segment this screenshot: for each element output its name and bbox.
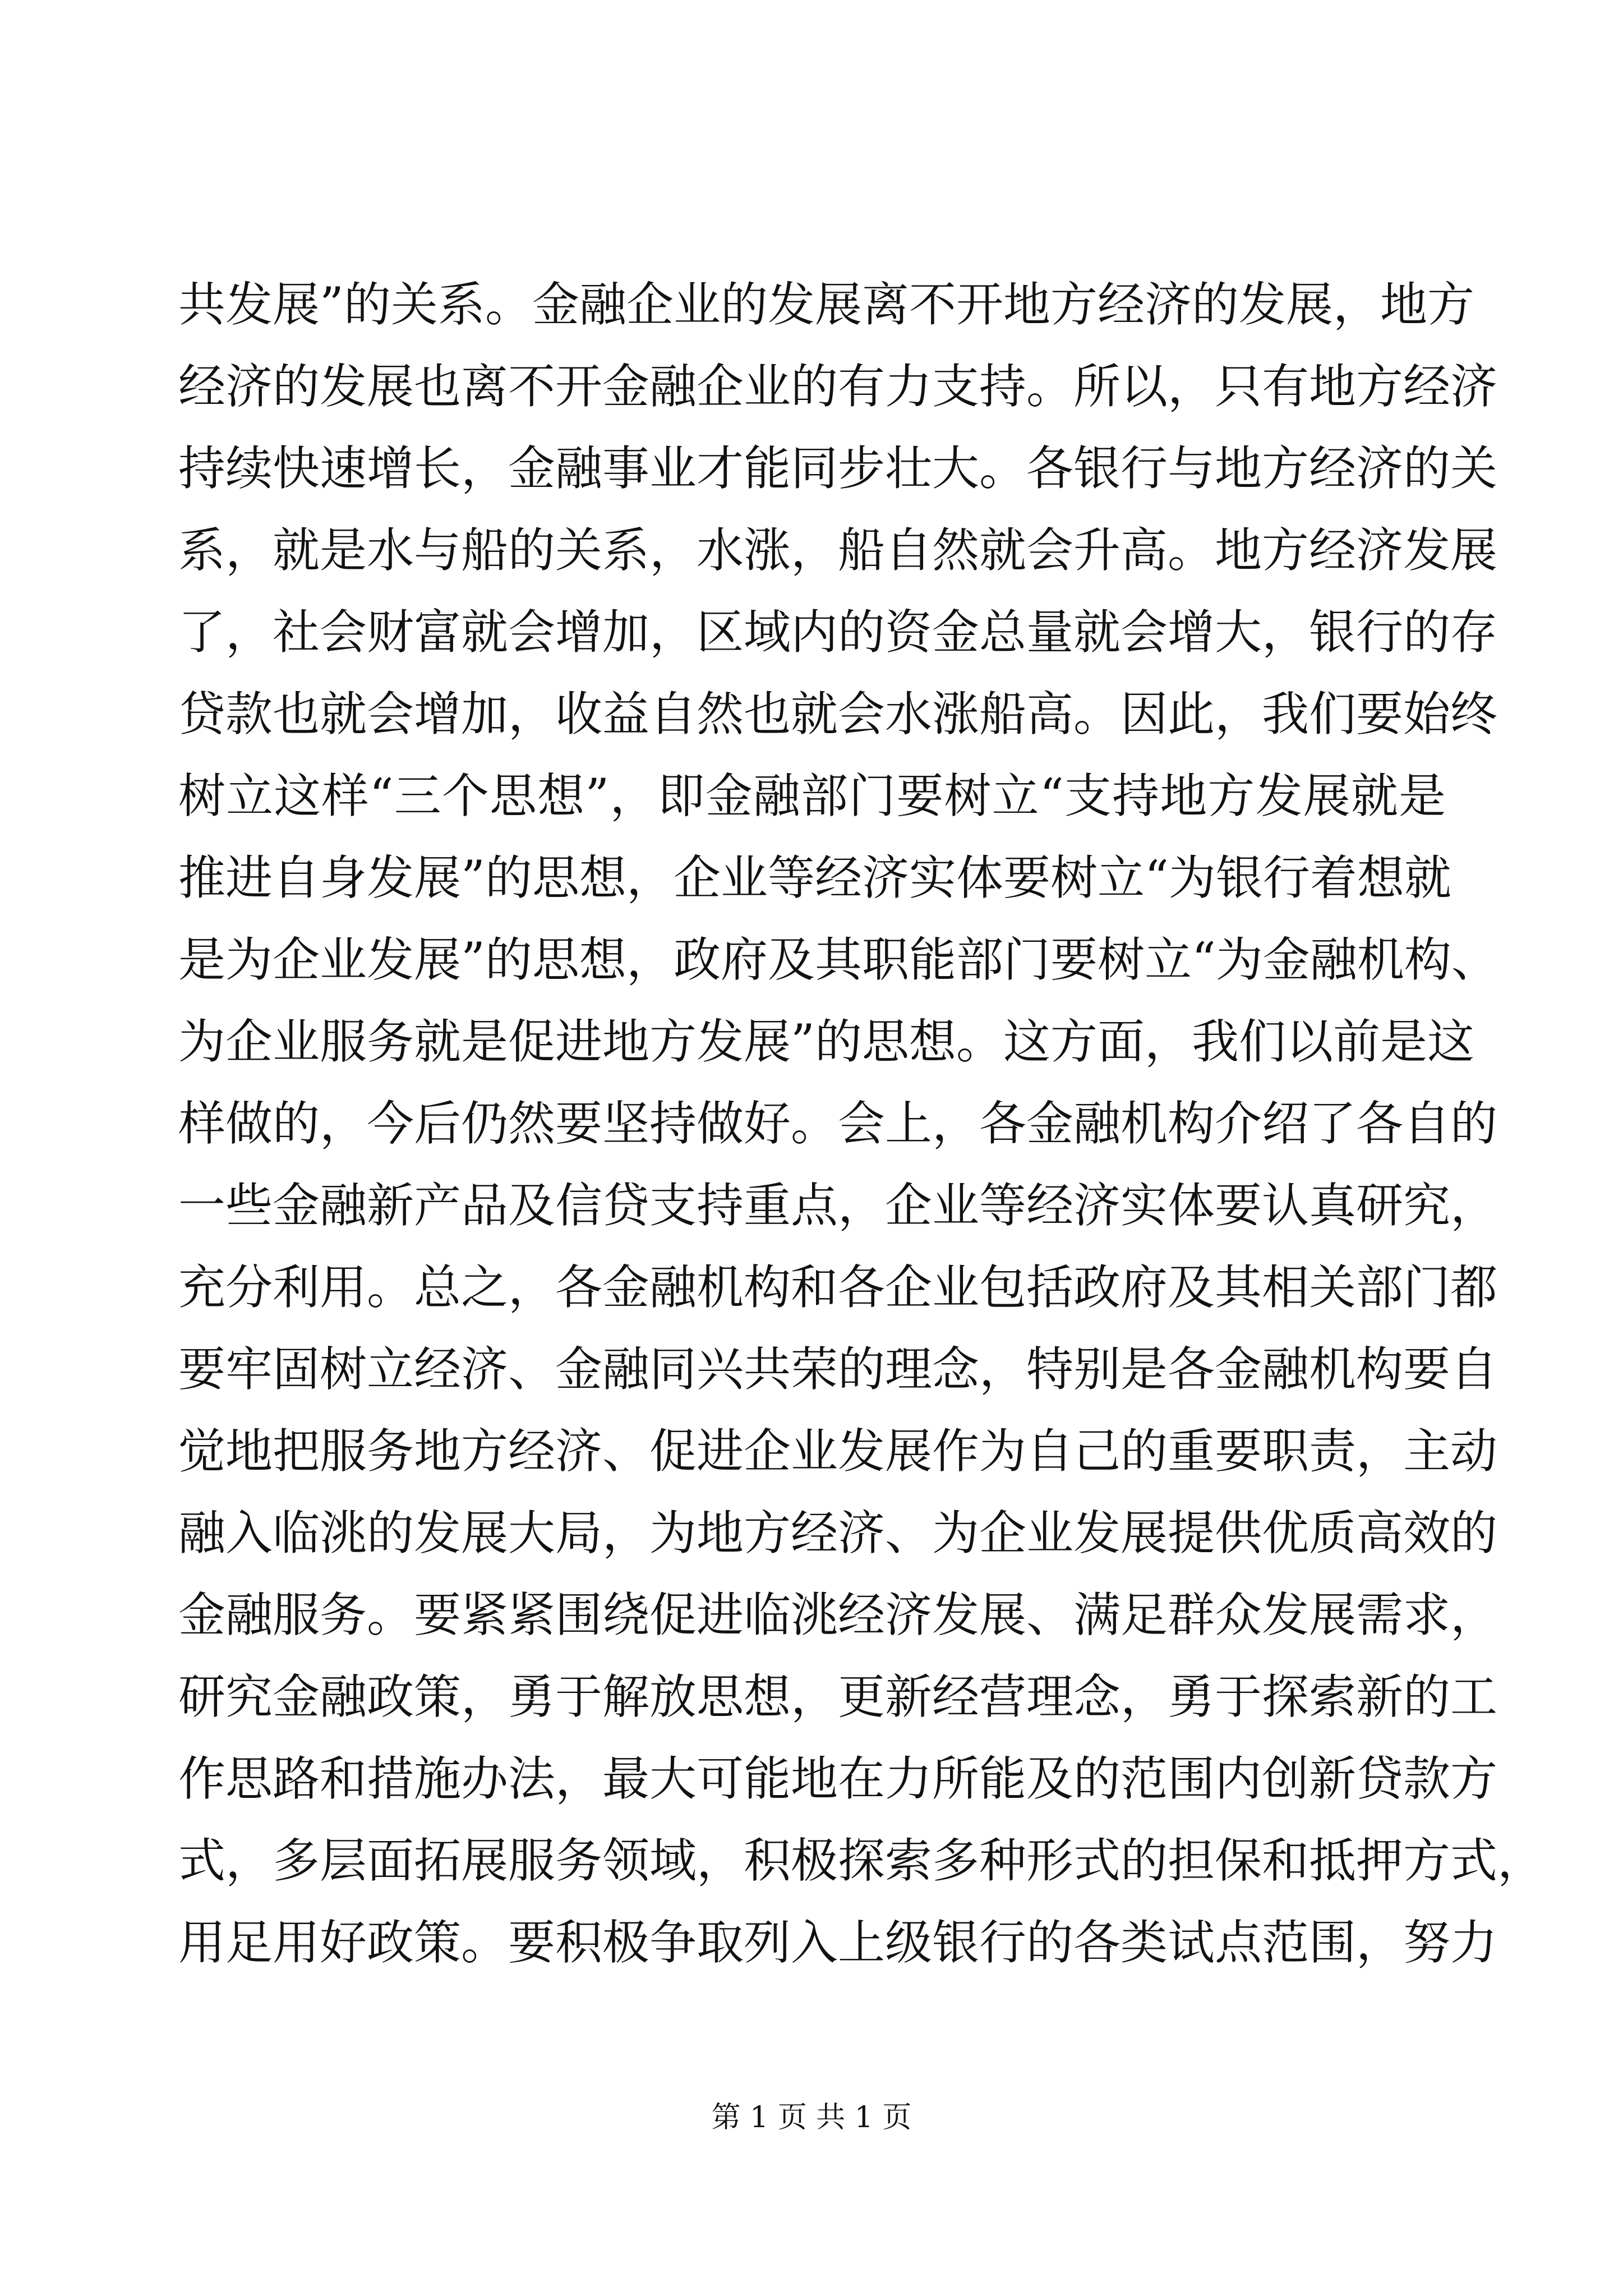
text-line: 经济的发展也离不开金融企业的有力支持。所以，只有地方经济 xyxy=(178,359,1498,414)
text-line: 树立这样“三个思想”，即金融部门要树立“支持地方发展就是 xyxy=(178,769,1446,823)
text-line: 觉地把服务地方经济、促进企业发展作为自己的重要职责，主动 xyxy=(178,1424,1498,1479)
text-line: 作思路和措施办法，最大可能地在力所能及的范围内创新贷款方 xyxy=(178,1751,1498,1806)
text-line: 持续快速增长，金融事业才能同步壮大。各银行与地方经济的关 xyxy=(178,441,1498,496)
text-line: 充分利用。总之，各金融机构和各企业包括政府及其相关部门都 xyxy=(178,1260,1498,1315)
text-line: 贷款也就会增加，收益自然也就会水涨船高。因此，我们要始终 xyxy=(178,687,1498,742)
text-line: 了，社会财富就会增加，区域内的资金总量就会增大，银行的存 xyxy=(178,605,1498,660)
body-text xyxy=(178,264,1545,1984)
text-line: 共发展”的关系。金融企业的发展离不开地方经济的发展，地方 xyxy=(178,277,1474,332)
text-line: 式，多层面拓展服务领域，积极探索多种形式的担保和抵押方式， xyxy=(178,1833,1545,1888)
text-line: 用足用好政策。要积极争取列入上级银行的各类试点范围，努力 xyxy=(178,1915,1498,1970)
text-line: 推进自身发展”的思想，企业等经济实体要树立“为银行着想就 xyxy=(178,850,1451,905)
page-footer: 第 1 页 共 1 页 xyxy=(711,2101,912,2134)
text-line: 融入临洮的发展大局，为地方经济、为企业发展提供优质高效的 xyxy=(178,1506,1498,1561)
text-line: 金融服务。要紧紧围绕促进临洮经济发展、满足群众发展需求， xyxy=(178,1588,1498,1642)
text-line: 是为企业发展”的思想，政府及其职能部门要树立“为金融机构、 xyxy=(178,932,1498,987)
text-line: 为企业服务就是促进地方发展”的思想。这方面，我们以前是这 xyxy=(178,1014,1474,1069)
text-line: 系，就是水与船的关系，水涨，船自然就会升高。地方经济发展 xyxy=(178,523,1498,578)
text-line: 样做的，今后仍然要坚持做好。会上，各金融机构介绍了各自的 xyxy=(178,1096,1498,1151)
text-line: 研究金融政策，勇于解放思想，更新经营理念，勇于探索新的工 xyxy=(178,1669,1498,1724)
text-line: 一些金融新产品及信贷支持重点，企业等经济实体要认真研究， xyxy=(178,1178,1498,1233)
text-line: 要牢固树立经济、金融同兴共荣的理念，特别是各金融机构要自 xyxy=(178,1342,1498,1397)
